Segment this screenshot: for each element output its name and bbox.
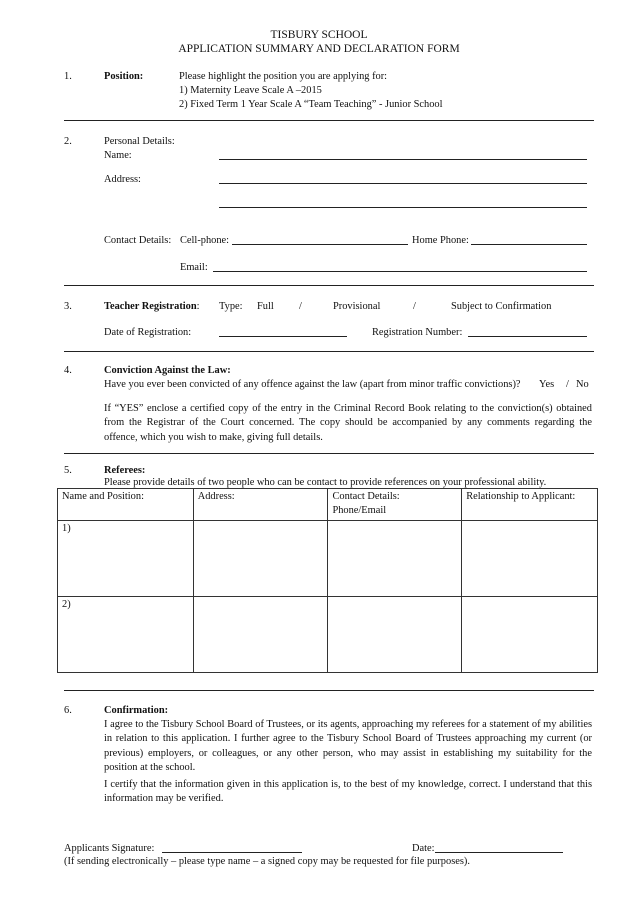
registration-number-label: Registration Number: xyxy=(372,327,463,338)
column-header-relationship: Relationship to Applicant: xyxy=(462,489,598,521)
divider xyxy=(64,351,594,352)
email-label: Email: xyxy=(180,262,208,273)
referees-intro: Please provide details of two people who can be contact to provide references on your professional ability. xyxy=(104,477,547,488)
cellphone-label: Cell-phone: xyxy=(180,235,230,246)
divider xyxy=(64,690,594,691)
type-option-provisional[interactable]: Provisional xyxy=(333,301,381,312)
section-1-number: 1. xyxy=(64,71,72,82)
section-2-title: Personal Details: xyxy=(104,136,175,147)
position-option-1[interactable]: 1) Maternity Leave Scale A –2015 xyxy=(179,85,322,96)
registration-number-field[interactable] xyxy=(468,327,587,337)
address-field-line-1[interactable] xyxy=(219,174,587,184)
email-field[interactable] xyxy=(213,262,587,272)
table-row xyxy=(58,596,598,672)
referee-1-address-cell[interactable] xyxy=(193,520,328,596)
form-title: APPLICATION SUMMARY AND DECLARATION FORM xyxy=(178,43,460,55)
section-5-number: 5. xyxy=(64,465,72,476)
section-3-number: 3. xyxy=(64,301,72,312)
referees-table xyxy=(57,488,598,673)
name-label: Name: xyxy=(104,150,132,161)
name-field[interactable] xyxy=(219,150,587,160)
home-phone-field[interactable] xyxy=(471,235,587,245)
referee-2-name-cell[interactable]: 2) xyxy=(58,596,194,672)
conviction-question: Have you ever been convicted of any offence against the law (apart from minor traffic convictions)? xyxy=(104,379,521,390)
position-option-2[interactable]: 2) Fixed Term 1 Year Scale A “Team Teaching” - Junior School xyxy=(179,99,443,110)
confirmation-paragraph-2: I certify that the information given in this application is, to the best of my knowledge, correct. I understand that this information may be verified. xyxy=(104,779,592,805)
referee-1-contact-cell[interactable] xyxy=(328,520,462,596)
type-option-full[interactable]: Full xyxy=(257,301,274,312)
section-3-title: Teacher Registration xyxy=(104,301,197,312)
home-phone-label: Home Phone: xyxy=(412,235,469,246)
section-5-title: Referees: xyxy=(104,465,146,476)
signature-field[interactable] xyxy=(162,843,302,853)
section-1-title: Position: xyxy=(104,71,144,82)
type-label: Type: xyxy=(219,301,243,312)
referees-header-row xyxy=(58,489,598,521)
referee-1-relationship-cell[interactable] xyxy=(462,520,598,596)
confirmation-paragraph-1: I agree to the Tisbury School Board of Trustees, or its agents, approaching my referees for a statement of my abilities in relation to this application. I further agree to the Tisbury School Board of Trustees approaching my current (or previous) employers, or colleagues, or any other person, who may assist in establishing my suitability for the position at the school. xyxy=(104,719,592,774)
conviction-separator: / xyxy=(566,379,569,390)
divider xyxy=(64,453,594,454)
type-separator: / xyxy=(299,301,302,312)
section-4-title: Conviction Against the Law: xyxy=(104,365,231,376)
referee-2-contact-cell[interactable] xyxy=(328,596,462,672)
registration-date-label: Date of Registration: xyxy=(104,327,192,338)
column-header-contact-sub: Phone/Email xyxy=(332,505,387,517)
conviction-yes[interactable]: Yes xyxy=(539,379,555,390)
divider xyxy=(64,120,594,121)
position-intro: Please highlight the position you are applying for: xyxy=(179,71,388,82)
referee-1-name-cell[interactable]: 1) xyxy=(58,520,194,596)
section-3-colon: : xyxy=(196,301,200,312)
type-option-subject-to-confirmation[interactable]: Subject to Confirmation xyxy=(451,301,552,312)
conviction-no[interactable]: No xyxy=(576,379,589,390)
registration-date-field[interactable] xyxy=(219,327,347,337)
address-label: Address: xyxy=(104,174,141,185)
section-6-number: 6. xyxy=(64,705,72,716)
column-header-contact-title: Contact Details: xyxy=(332,491,400,502)
cellphone-field[interactable] xyxy=(232,235,408,245)
section-4-number: 4. xyxy=(64,365,72,376)
school-name: TISBURY SCHOOL xyxy=(270,29,368,41)
contact-details-label: Contact Details: xyxy=(104,235,172,246)
referee-2-relationship-cell[interactable] xyxy=(462,596,598,672)
table-row xyxy=(58,520,598,596)
date-field[interactable] xyxy=(435,843,563,853)
column-header-address: Address: xyxy=(193,489,328,521)
footer-note: (If sending electronically – please type name – a signed copy may be requested for file purposes). xyxy=(64,856,470,867)
signature-label: Applicants Signature: xyxy=(64,843,155,854)
column-header-contact-details xyxy=(328,489,462,521)
conviction-note: If “YES” enclose a certified copy of the entry in the Criminal Record Book relating to the conviction(s) obtained from the Registrar of the Court concerned. The copy should be accompanied by any comments regarding the offence, which you wish to make, giving full details. xyxy=(104,403,592,443)
type-separator: / xyxy=(413,301,416,312)
section-2-number: 2. xyxy=(64,136,72,147)
referee-2-address-cell[interactable] xyxy=(193,596,328,672)
section-6-title: Confirmation: xyxy=(104,705,169,716)
column-header-name-position: Name and Position: xyxy=(58,489,194,521)
divider xyxy=(64,285,594,286)
date-label: Date: xyxy=(412,843,435,854)
address-field-line-2[interactable] xyxy=(219,198,587,208)
